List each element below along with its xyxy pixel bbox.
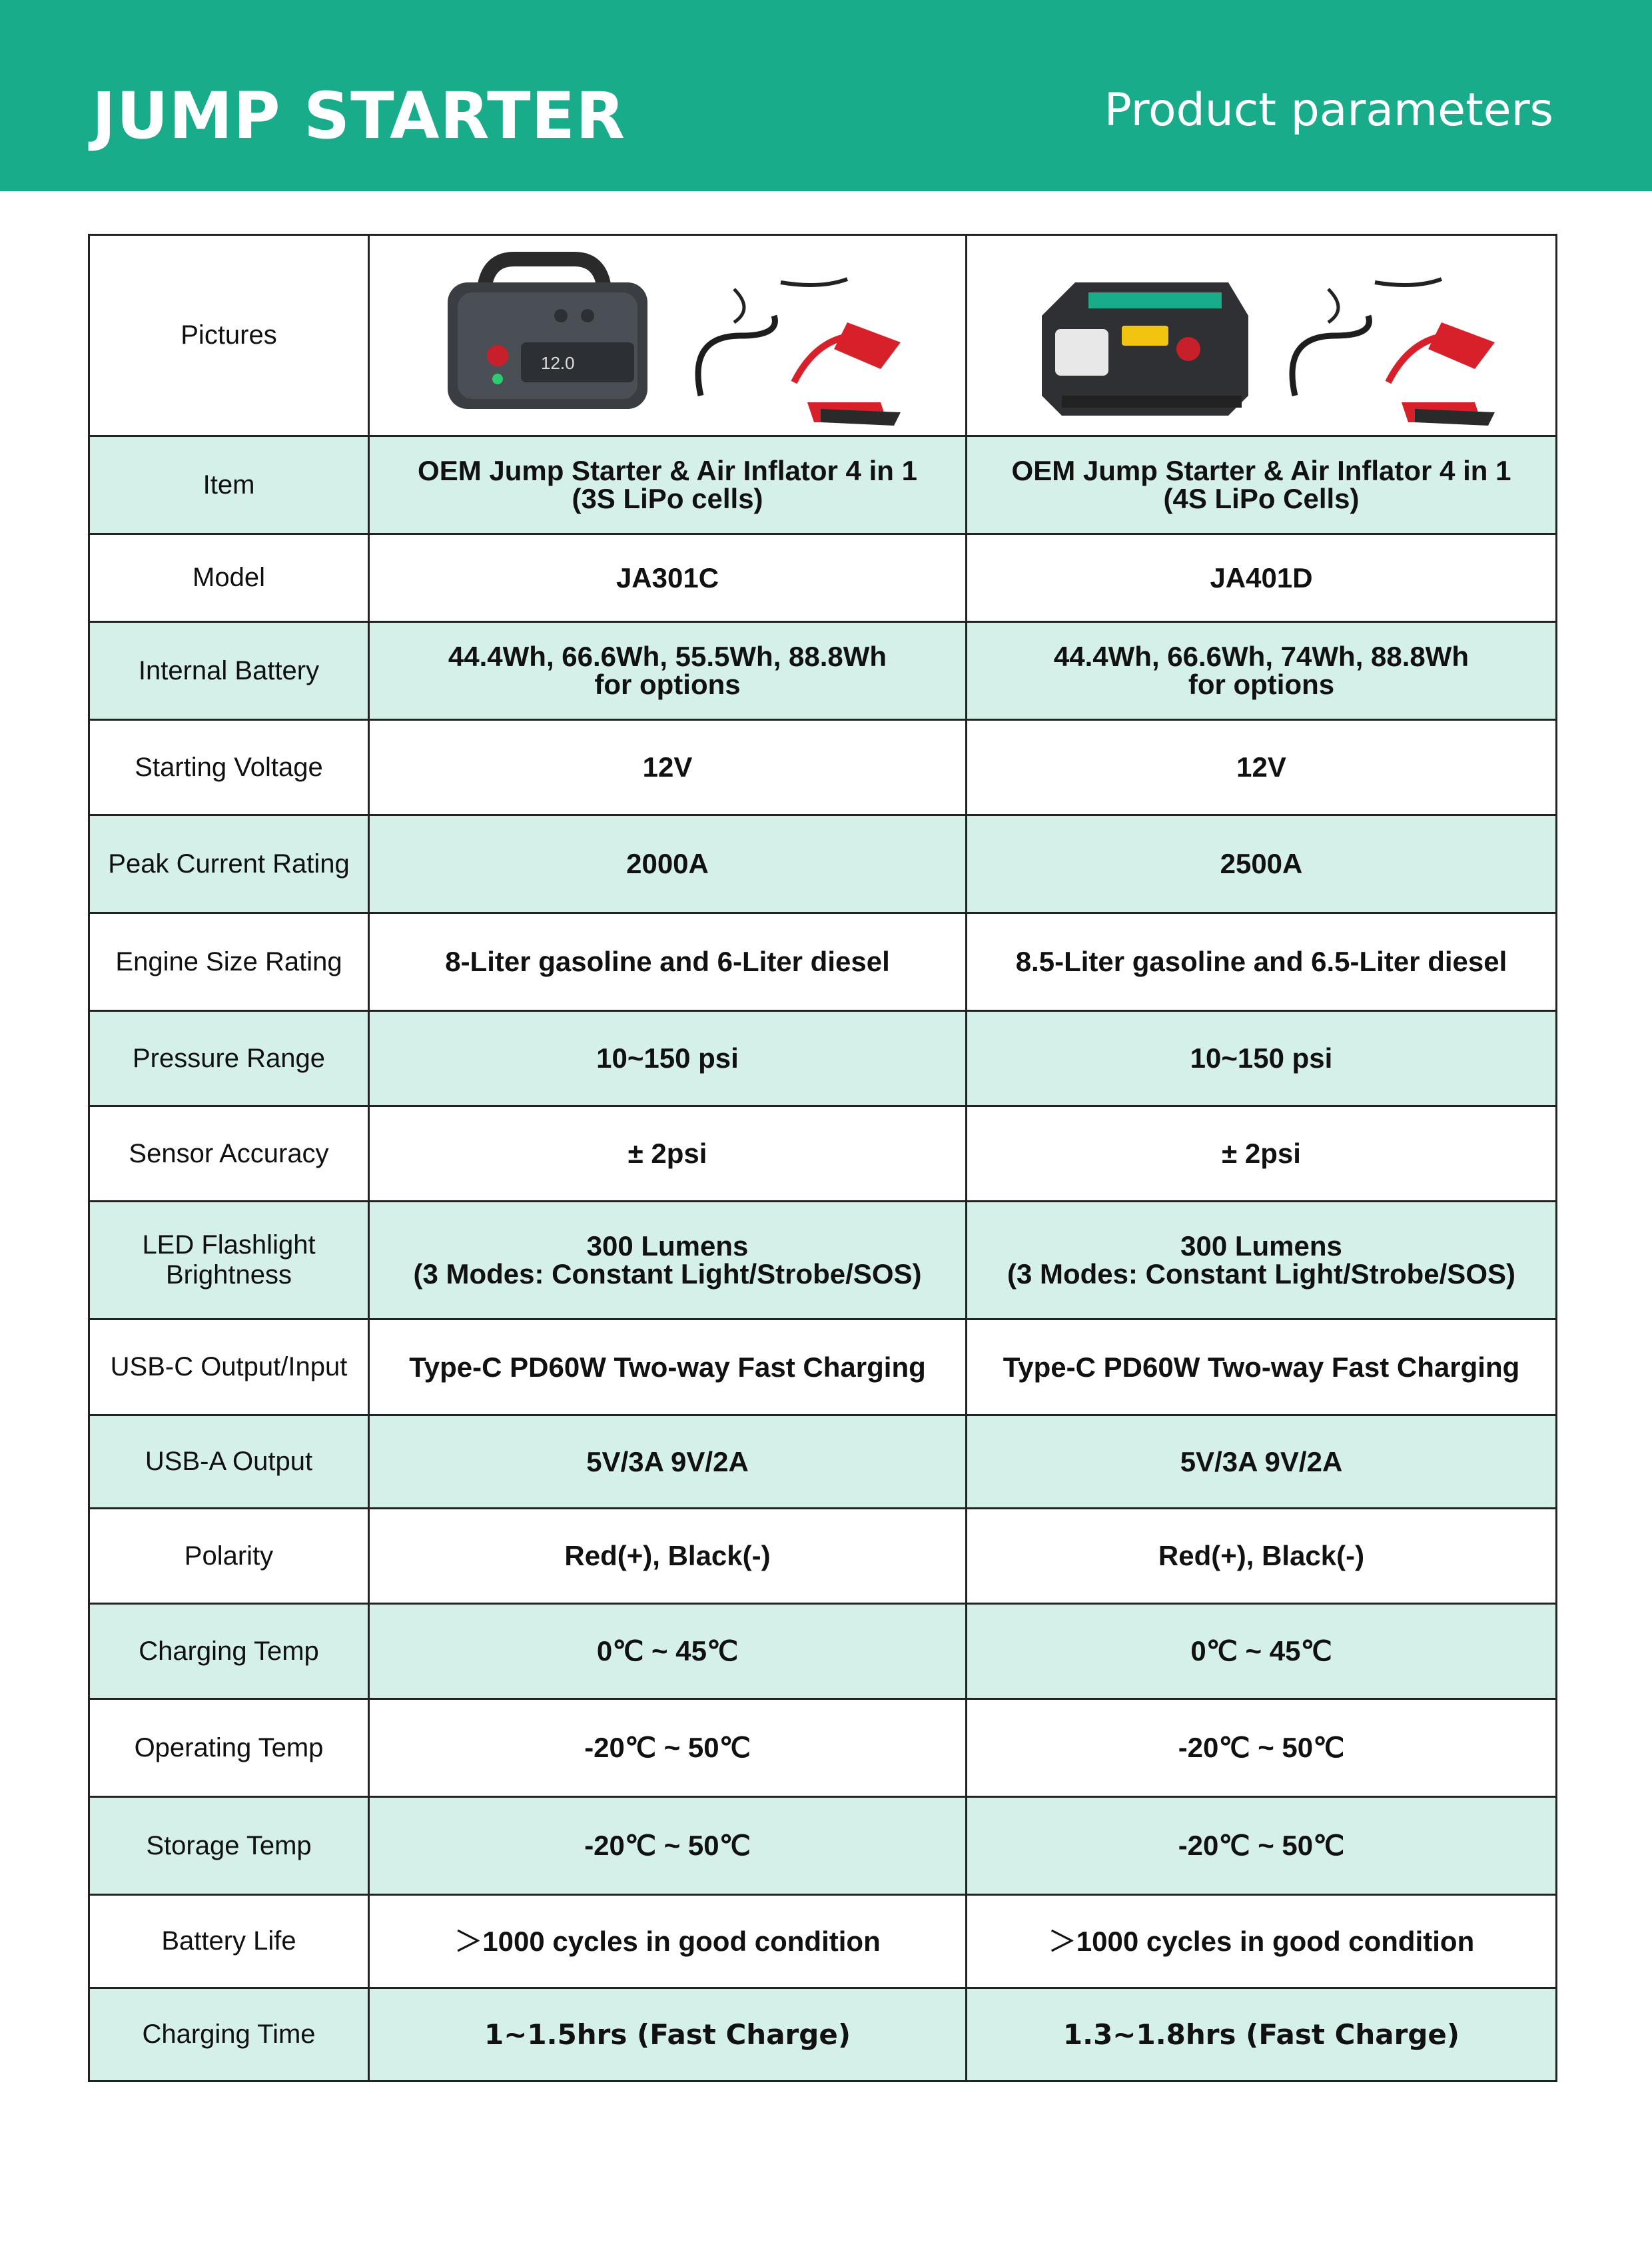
table-row-peak-current [89,815,1557,913]
label-line: Brightness [166,1260,292,1290]
value-a: ＞1000 cycles in good condition [369,1895,967,1988]
spec-table [88,234,1557,2082]
value-a: Red(+), Black(-) [369,1509,967,1604]
value-line: (3S LiPo cells) [572,483,763,514]
value-line: 300 Lumens [586,1230,749,1262]
value-b: 10~150 psi [967,1011,1557,1106]
value-a: ± 2psi [369,1106,967,1202]
table-row-polarity [89,1509,1557,1604]
product-image-b [967,235,1557,436]
table-row-starting-voltage [89,720,1557,815]
page-header [0,0,1652,191]
value-line: (3 Modes: Constant Light/Strobe/SOS) [413,1258,922,1290]
value-b: 5V/3A 9V/2A [967,1415,1557,1509]
table-row-sensor-accuracy [89,1106,1557,1202]
value-line: OEM Jump Starter & Air Inflator 4 in 1 [1011,455,1511,486]
table-row-model [89,534,1557,622]
value-b: ± 2psi [967,1106,1557,1202]
value-line: for options [1188,669,1335,700]
value-a: 8-Liter gasoline and 6-Liter diesel [369,913,967,1011]
value-line: (3 Modes: Constant Light/Strobe/SOS) [1007,1258,1515,1290]
value-b: Type-C PD60W Two-way Fast Charging [967,1319,1557,1415]
value-b: -20℃ ~ 50℃ [967,1797,1557,1895]
row-label: Pressure Range [89,1011,369,1106]
value-a [369,622,967,720]
value-line: for options [594,669,741,700]
table-row-item [89,436,1557,534]
value-b [967,622,1557,720]
value-b: 8.5-Liter gasoline and 6.5-Liter diesel [967,913,1557,1011]
page-title: JUMP STARTER [92,79,626,153]
value-a: 2000A [369,815,967,913]
value-a: Type-C PD60W Two-way Fast Charging [369,1319,967,1415]
value-b: 0℃ ~ 45℃ [967,1604,1557,1699]
row-label: Polarity [89,1509,369,1604]
value-b: 2500A [967,815,1557,913]
table-row-internal-battery [89,622,1557,720]
value-b [967,436,1557,534]
table-row-charging-time [89,1988,1557,2081]
value-b: Red(+), Black(-) [967,1509,1557,1604]
row-label: Item [89,436,369,534]
table-row-led-flashlight [89,1202,1557,1319]
value-b: 1.3~1.8hrs (Fast Charge) [967,1988,1557,2081]
table-row-battery-life [89,1895,1557,1988]
row-label: USB-A Output [89,1415,369,1509]
row-label [89,1202,369,1319]
row-label: Model [89,534,369,622]
page-subtitle: Product parameters [1104,84,1553,137]
jump-starter-4s-kit-image [1015,242,1508,429]
value-a: -20℃ ~ 50℃ [369,1699,967,1797]
value-line: 44.4Wh, 66.6Wh, 55.5Wh, 88.8Wh [448,641,887,672]
table-row-pictures [89,235,1557,436]
jump-starter-3s-kit-image [421,242,914,429]
row-label: Starting Voltage [89,720,369,815]
table-row-charging-temp [89,1604,1557,1699]
row-label: Peak Current Rating [89,815,369,913]
row-label: Engine Size Rating [89,913,369,1011]
value-a: 0℃ ~ 45℃ [369,1604,967,1699]
value-a: 1~1.5hrs (Fast Charge) [369,1988,967,2081]
value-line: (4S LiPo Cells) [1163,483,1360,514]
row-label: Storage Temp [89,1797,369,1895]
value-line: 44.4Wh, 66.6Wh, 74Wh, 88.8Wh [1053,641,1469,672]
value-b [967,1202,1557,1319]
value-a [369,436,967,534]
row-label: Charging Temp [89,1604,369,1699]
value-a: 12V [369,720,967,815]
value-b: 12V [967,720,1557,815]
value-a [369,1202,967,1319]
row-label: Internal Battery [89,622,369,720]
table-row-usb-c [89,1319,1557,1415]
value-a: 5V/3A 9V/2A [369,1415,967,1509]
table-row-pressure-range [89,1011,1557,1106]
table-row-operating-temp [89,1699,1557,1797]
value-b: ＞1000 cycles in good condition [967,1895,1557,1988]
row-label: Pictures [89,235,369,436]
value-b: -20℃ ~ 50℃ [967,1699,1557,1797]
label-line: LED Flashlight [142,1230,316,1260]
row-label: Sensor Accuracy [89,1106,369,1202]
table-row-engine-size [89,913,1557,1011]
value-b: JA401D [967,534,1557,622]
value-a: JA301C [369,534,967,622]
row-label: Charging Time [89,1988,369,2081]
row-label: Operating Temp [89,1699,369,1797]
value-a: -20℃ ~ 50℃ [369,1797,967,1895]
svg-text:12.0: 12.0 [541,352,575,373]
table-row-usb-a [89,1415,1557,1509]
value-line: OEM Jump Starter & Air Inflator 4 in 1 [418,455,917,486]
row-label: USB-C Output/Input [89,1319,369,1415]
table-row-storage-temp [89,1797,1557,1895]
value-line: 300 Lumens [1180,1230,1342,1262]
row-label: Battery Life [89,1895,369,1988]
product-image-a [369,235,967,436]
value-a: 10~150 psi [369,1011,967,1106]
